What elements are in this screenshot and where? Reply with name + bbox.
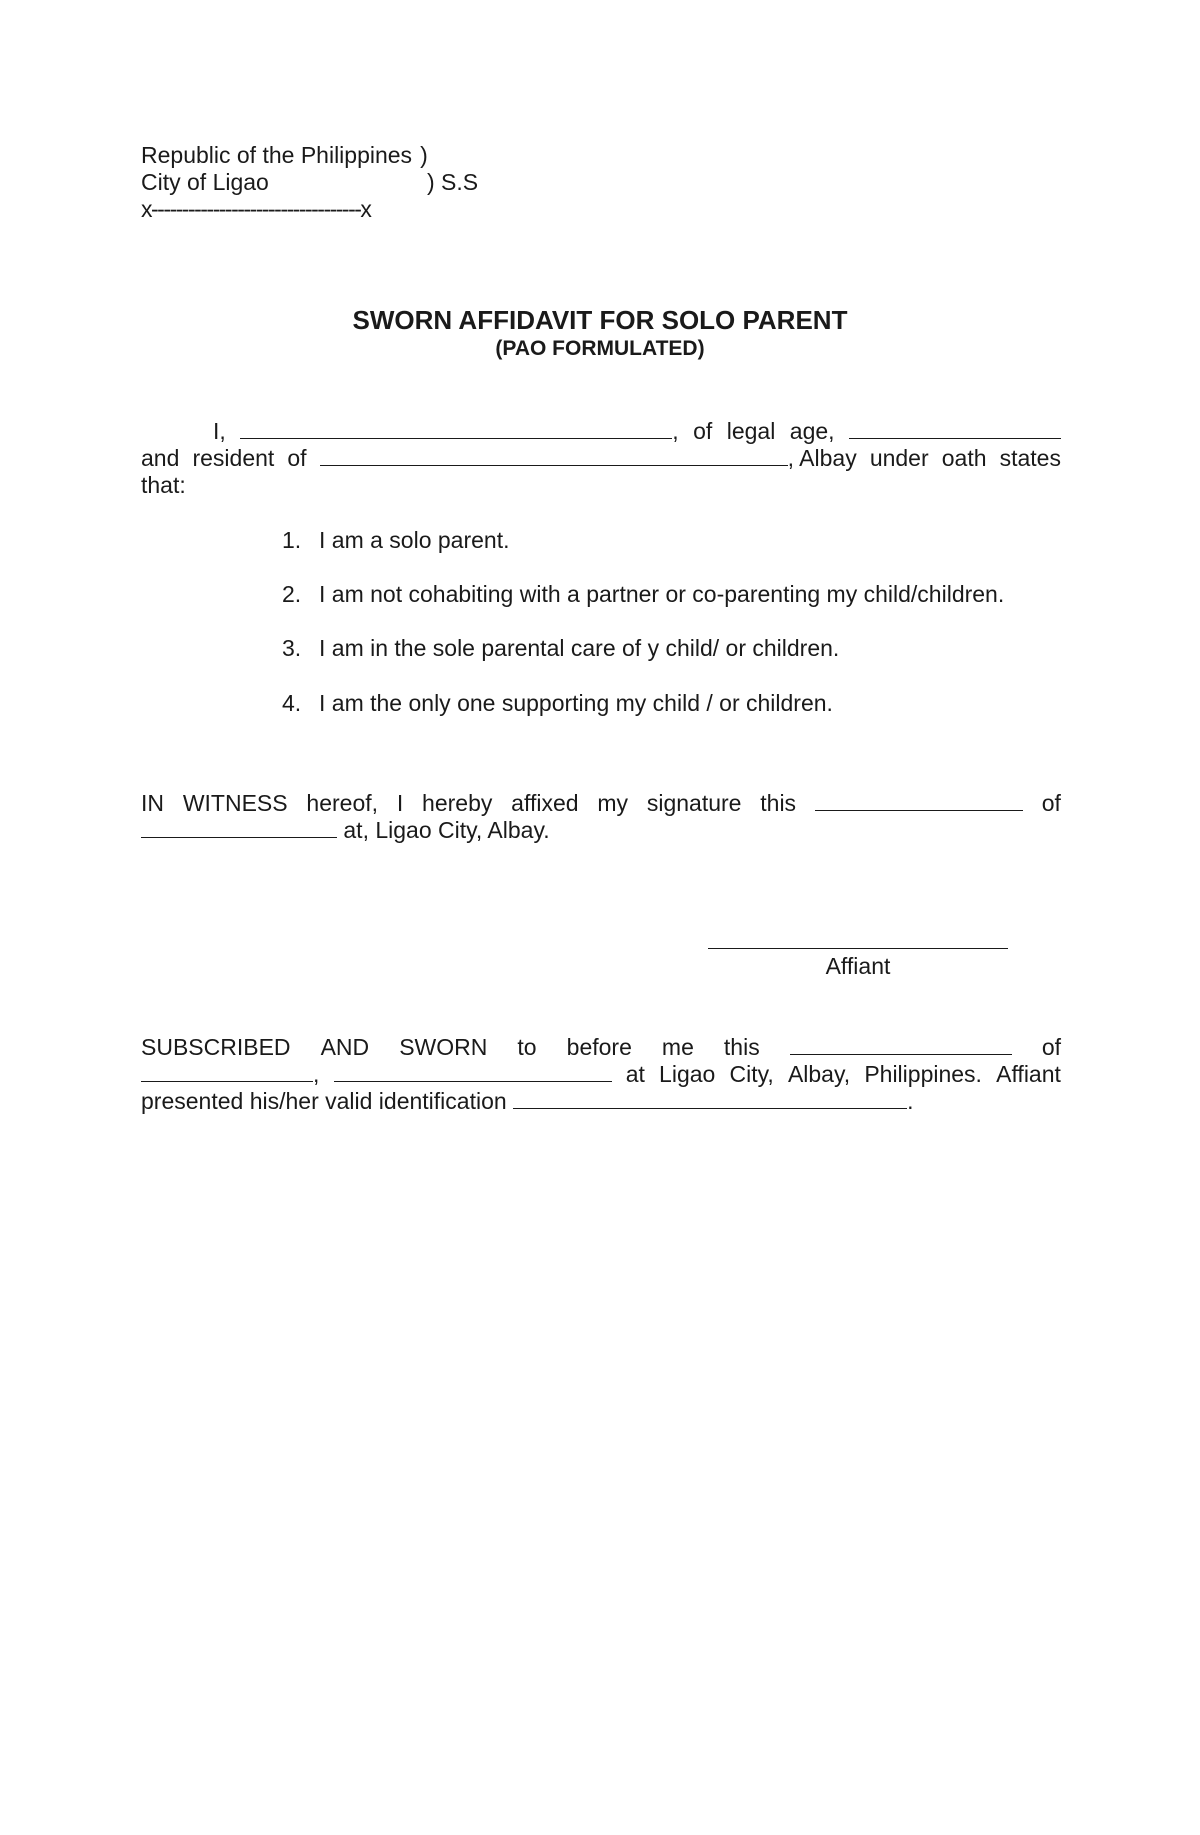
jurat-word: this (723, 1034, 760, 1060)
witness-line-2 (141, 817, 1061, 844)
jurat-albay: Albay, (787, 1061, 851, 1087)
statement-item (282, 581, 1004, 608)
witness-word: WITNESS (182, 790, 288, 816)
intro-line-1 (141, 418, 1061, 445)
venue-rule: x----------------------------------x (141, 196, 371, 222)
intro-i: I, (213, 418, 226, 444)
statement-number: 1. (282, 527, 302, 553)
intro-of: of (693, 418, 713, 444)
jurat-comma: , (313, 1061, 320, 1087)
intro-and: and (141, 445, 180, 471)
venue-line-republic (141, 142, 561, 169)
affiant-signature-line[interactable] (708, 928, 1008, 949)
witness-word: hereby (422, 790, 493, 816)
witness-word: this (760, 790, 797, 816)
sworn-year-blank[interactable] (334, 1061, 612, 1082)
identification-blank[interactable] (513, 1088, 907, 1109)
jurat-word: SUBSCRIBED (141, 1034, 291, 1060)
jurat-ligao: Ligao (659, 1061, 716, 1087)
witness-word: hereof, (306, 790, 379, 816)
document-title: SWORN AFFIDAVIT FOR SOLO PARENT (352, 305, 848, 335)
statement-text: I am in the sole parental care of y child/ or children. (319, 635, 840, 661)
jurat-at: at (625, 1061, 645, 1087)
witness-word: my (597, 790, 629, 816)
statement-item (282, 527, 510, 554)
jurat-line-3 (141, 1088, 1061, 1115)
signing-day-blank[interactable] (815, 790, 1023, 811)
affiant-name-blank[interactable] (240, 418, 672, 439)
witness-word: signature (646, 790, 742, 816)
witness-word: I (396, 790, 404, 816)
statement-text: I am a solo parent. (319, 527, 510, 553)
venue-ss: ) S.S (427, 169, 479, 195)
statement-number: 3. (282, 635, 302, 661)
witness-word: affixed (511, 790, 579, 816)
jurat-word: to (517, 1034, 537, 1060)
affiant-label: Affiant (825, 953, 891, 979)
statement-item (282, 635, 839, 662)
witness-of: of (1041, 790, 1061, 816)
sworn-day-blank[interactable] (790, 1034, 1012, 1055)
intro-age: age, (789, 418, 835, 444)
intro-paragraph (141, 418, 1061, 499)
intro-comma: , (672, 418, 679, 444)
statement-text: I am the only one supporting my child / or children. (319, 690, 833, 716)
jurat-of: of (1041, 1034, 1061, 1060)
statement-number: 4. (282, 690, 302, 716)
jurat-philippines: Philippines. (864, 1061, 982, 1087)
statement-number: 2. (282, 581, 302, 607)
intro-oath: oath (941, 445, 987, 471)
witness-place: at, Ligao City, Albay. (337, 817, 550, 843)
residence-blank[interactable] (320, 445, 788, 466)
residence-blank-group (320, 445, 857, 472)
intro-of-2: of (287, 445, 307, 471)
sworn-month-blank[interactable] (141, 1061, 313, 1082)
sworn-month-group (141, 1061, 319, 1088)
venue-line-city (141, 169, 561, 196)
jurat-line-2 (141, 1061, 1061, 1088)
witness-paragraph (141, 790, 1061, 844)
witness-word: IN (141, 790, 164, 816)
venue-republic: Republic of the Philippines (141, 142, 413, 168)
statement-text: I am not cohabiting with a partner or co-parenting my child/children. (319, 581, 1005, 607)
civil-status-blank[interactable] (849, 418, 1061, 439)
intro-resident: resident (192, 445, 275, 471)
jurat-word: me (661, 1034, 694, 1060)
intro-states: states (999, 445, 1061, 471)
jurat-line-1 (141, 1034, 1061, 1061)
statement-item (282, 690, 833, 717)
intro-name-blank-group (240, 418, 678, 445)
affiant-signature-block (708, 928, 1008, 980)
venue-city: City of Ligao (141, 169, 269, 195)
document-subtitle: (PAO FORMULATED) (495, 337, 705, 360)
jurat-identification-text: presented his/her valid identification (141, 1088, 507, 1114)
intro-line-3: that: (141, 472, 186, 498)
venue-block (141, 142, 561, 223)
jurat-period: . (907, 1088, 914, 1114)
jurat-city: City, (729, 1061, 774, 1087)
jurat-word: SWORN (399, 1034, 488, 1060)
witness-line-1 (141, 790, 1061, 817)
signing-month-blank[interactable] (141, 817, 337, 838)
intro-line-2 (141, 445, 1061, 472)
intro-under: under (869, 445, 929, 471)
intro-legal: legal (726, 418, 776, 444)
jurat-paragraph (141, 1034, 1061, 1115)
venue-bracket-1: ) (420, 142, 428, 168)
jurat-word: before (566, 1034, 632, 1060)
jurat-word: AND (320, 1034, 370, 1060)
intro-albay: , Albay (787, 445, 857, 471)
jurat-affiant: Affiant (996, 1061, 1061, 1087)
